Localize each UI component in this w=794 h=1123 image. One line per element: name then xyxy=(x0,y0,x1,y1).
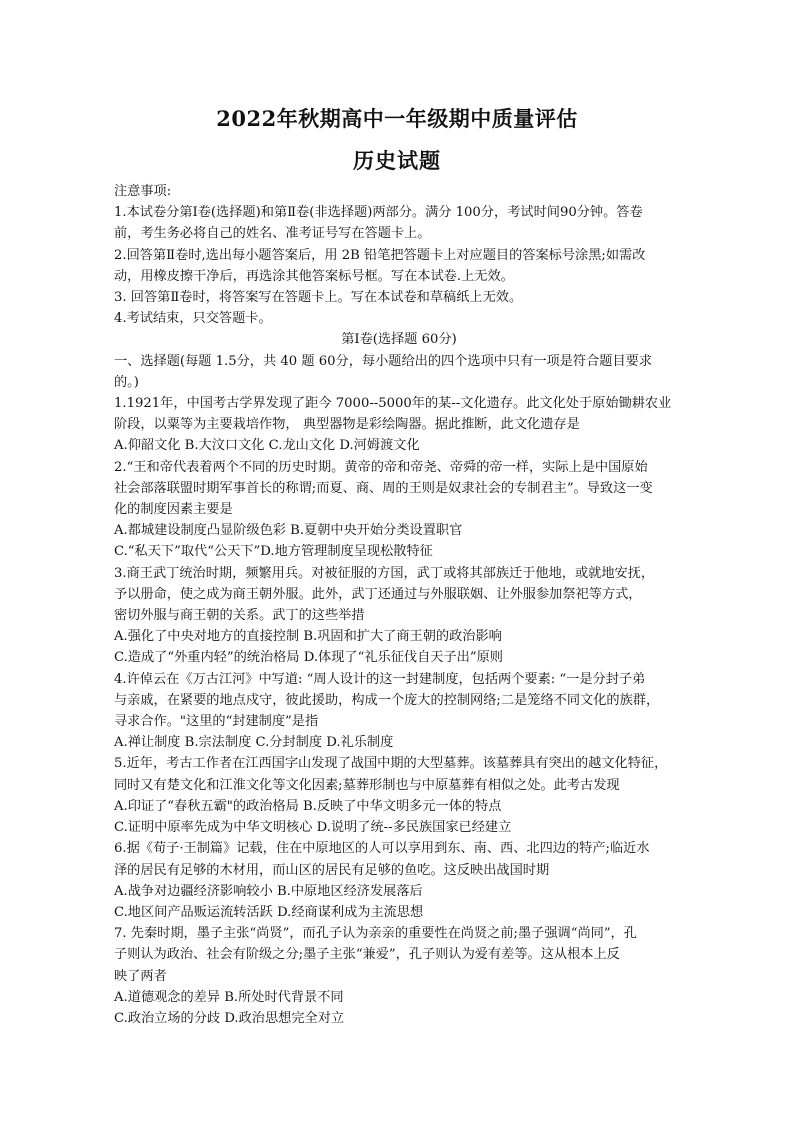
option-line: C.造成了“外重内轻”的统治格局 D.体现了“礼乐征伐自天子出”原则 xyxy=(114,650,503,666)
exam-body xyxy=(114,181,684,1029)
option-line: A.仰韶文化 B.大汶口文化 C.龙山文化 D.河姆渡文化 xyxy=(114,438,420,454)
question-line: 1.1921年，中国考古学界发现了距今 7000--5000年的某--文化遗存。此文化处于原始锄耕农业 xyxy=(114,396,672,412)
question-line: 予以册命，使之成为商王朝外服。此外，武丁还通过与外服联姻、让外服参加祭祀等方式， xyxy=(114,586,642,602)
question-line: 社会部落联盟时期军事首长的称谓;而夏、商、周的王则是奴隶社会的专制君主”。导致这一变 xyxy=(114,480,653,496)
option-line: A.道德观念的差异 B.所处时代背景不同 xyxy=(114,989,344,1005)
question-line: 与亲戚，在紧要的地点戍守，彼此援助，构成一个庞大的控制网络;二是笼络不同文化的族群， xyxy=(114,692,660,708)
text-line: 一、选择题(每题 1.5分，共 40 题 60分，每小题给出的四个选项中只有一项是符合题目要求 xyxy=(114,353,653,369)
text-line: 2.回答第Ⅱ卷时,选出每小题答案后，用 2B 铅笔把答题卡上对应题目的答案标号涂黑;如需改 xyxy=(114,247,646,263)
text-line: 动，用橡皮擦干净后，再选涂其他答案标号框。写在本试卷.上无效。 xyxy=(114,268,514,284)
question-line: 同时又有楚文化和江淮文化等文化因素;墓葬形制也与中原墓葬有相似之处。此考古发现 xyxy=(114,777,620,793)
text-line: 3. 回答第Ⅱ卷时，将答案写在答题卡上。写在本试卷和草稿纸上无效。 xyxy=(114,290,523,306)
question-line: 7. 先秦时期，墨子主张“尚贤”，而孔子认为亲亲的重要性在尚贤之前;墨子强调“尚同”，孔 xyxy=(114,926,637,942)
text-line: 4.考试结束，只交答题卡。 xyxy=(114,311,272,327)
question-line: 6.据《荀子·王制篇》记载，住在中原地区的人可以享用到东、南、西、北四边的特产;临近水 xyxy=(114,841,650,857)
question-line: 3.商王武丁统治时期，频繁用兵。对被征服的方国，武丁或将其部族迁于他地，或就地安抚， xyxy=(114,565,655,581)
option-line: C.“私天下”取代“公天下”D.地方管理制度呈现松散特征 xyxy=(114,544,433,560)
option-line: C.政治立场的分歧 D.政治思想完全对立 xyxy=(114,1010,345,1026)
question-line: 寻求合作。"这里的“封建制度”是指 xyxy=(114,714,319,730)
text-line: 的。) xyxy=(114,374,139,390)
option-line: A.都城建设制度凸显阶级色彩 B.夏朝中央开始分类设置职官 xyxy=(114,523,463,539)
text-line: 前，考生务必将自己的姓名、准考证号写在答题卡上。 xyxy=(114,226,431,242)
section-heading: 第Ⅰ卷(选择题 60分) xyxy=(341,332,457,348)
option-line: A.强化了中央对地方的直接控制 B.巩固和扩大了商王朝的政治影响 xyxy=(114,629,502,645)
question-line: 4.许倬云在《万古江河》中写道: “周人设计的这一封建制度，包括两个要素: “一是分封子弟 xyxy=(114,671,646,687)
exam-title: 2022年秋期高中一年级期中质量评估 xyxy=(216,106,578,131)
question-line: 泽的居民有足够的木材用，而山区的居民有足够的鱼吃。这反映出战国时期 xyxy=(114,862,550,878)
text-line: 1.本试卷分第Ⅰ卷(选择题)和第Ⅱ卷(非选择题)两部分。满分 100分，考试时间90分钟。答卷 xyxy=(114,205,643,221)
option-line: A.印证了“春秋五霸"的政治格局 B.反映了中华文明多元一体的特点 xyxy=(114,798,502,814)
option-line: C.证明中原率先成为中华文明核心 D.说明了统--多民族国家已经建立 xyxy=(114,820,512,836)
question-line: 密切外服与商王朝的关系。武丁的这些举措 xyxy=(114,608,365,624)
option-line: A.战争对边疆经济影响较小 B.中原地区经济发展落后 xyxy=(114,883,423,899)
question-line: 映了两者 xyxy=(114,968,167,984)
question-line: 5.近年，考古工作者在江西国字山发现了战国中期的大型墓葬。该墓葬具有突出的越文化特征， xyxy=(114,756,668,772)
option-line: C.地区间产品贩运流转活跃 D.经商谋利成为主流思想 xyxy=(114,904,424,920)
question-line: 阶段，以粟等为主要栽培作物， 典型器物是彩绘陶器。据此推断，此文化遗存是 xyxy=(114,417,580,433)
option-line: A.禅让制度 B.宗法制度 C.分封制度 D.礼乐制度 xyxy=(114,735,394,751)
notice-heading: 注意事项: xyxy=(114,184,172,199)
question-line: 2.“王和帝代表着两个不同的历史时期。黄帝的帝和帝尧、帝舜的帝一样，实际上是中国原始 xyxy=(114,459,648,475)
question-line: 化的制度因素主要是 xyxy=(114,502,233,518)
exam-subject: 历史试题 xyxy=(353,148,441,173)
question-line: 子则认为政治、社会有阶级之分;墨子主张“兼爱”，孔子则认为爱有差等。这从根本上反 xyxy=(114,947,620,963)
